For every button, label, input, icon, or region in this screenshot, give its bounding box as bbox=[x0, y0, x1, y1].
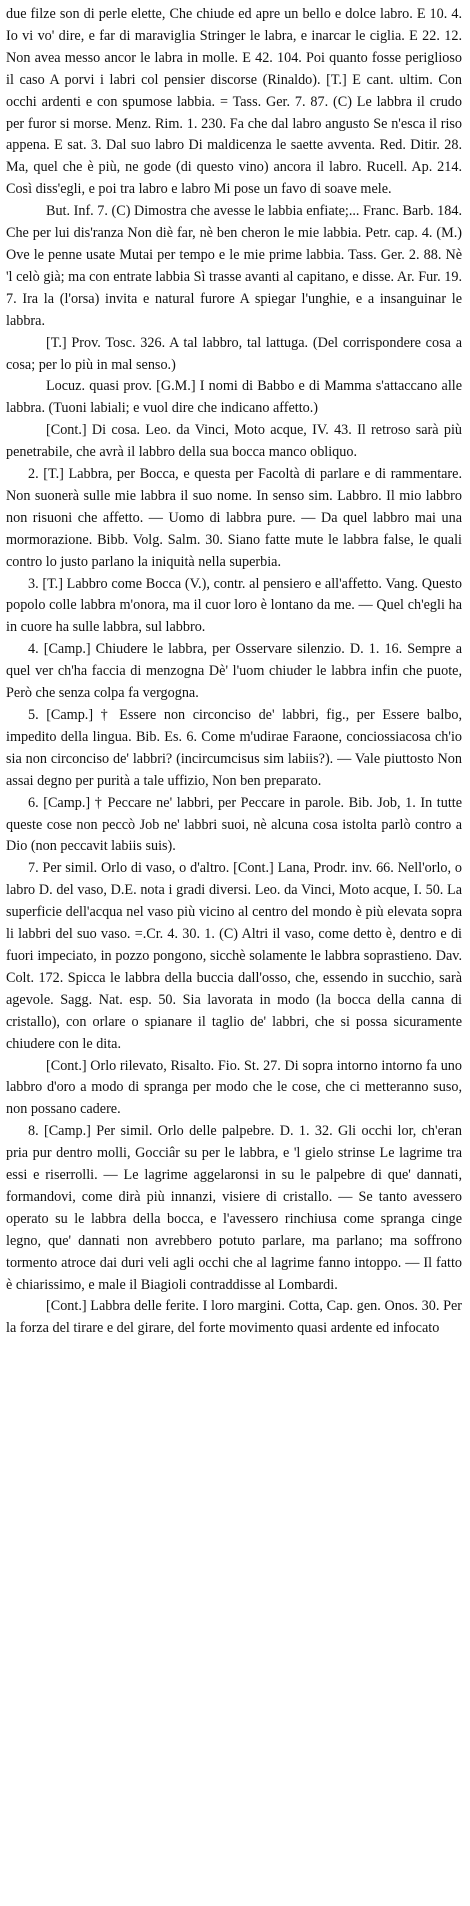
paragraph-text: 6. [Camp.] † Peccare ne' labbri, per Peccare in parole. Bib. Job, 1. In tutte queste cose non peccò Job ne' labbri suoi, nè alcuna cosa istolta parlò contro a Dio (non peccavit labiis suis). bbox=[6, 794, 462, 855]
paragraph-11 bbox=[6, 858, 462, 1055]
paragraph-text: [Cont.] Orlo rilevato, Risalto. Fio. St. 27. Di sopra intorno intorno fa uno labbro d'oro a modo di spranga per modo che le cose, che ci metteranno suso, non possano cadere. bbox=[6, 1057, 462, 1118]
paragraph-text: [T.] Prov. Tosc. 326. A tal labbro, tal lattuga. (Del corrispondere cosa a cosa; per lo più in mal senso.) bbox=[6, 334, 462, 373]
paragraph-text: But. Inf. 7. (C) Dimostra che avesse le labbia enfiate;... Franc. Barb. 184. Che per lui dis'ranza Non diè far, nè ben cheron le mie labbia. Petr. cap. 4. (M.) Ove le penne usate Mutai per tempo e le mie prime labbia. Tass. Ger. 2. 88. Nè 'l celò già; ma con entrate labbia Sì trasse avanti al capitano, e disse. Ar. Fur. 19. 7. Ira la (l'orsa) invita e natural furore A spiegar l'unghie, e a insanguinar le labbra. bbox=[6, 203, 462, 329]
paragraph-text: 4. [Camp.] Chiudere le labbra, per Osservare silenzio. D. 1. 16. Sempre a quel ver ch'ha faccia di menzogna Dè' l'uom chiuder le labbra infin che puote, Però che senza colpa fa vergogna. bbox=[6, 641, 462, 702]
paragraph-text: Locuz. quasi prov. [G.M.] I nomi di Babbo e di Mamma s'attaccano alle labbra. (Tuoni labiali; e vuol dire che indicano affetto.) bbox=[6, 378, 462, 417]
paragraph-text: 2. [T.] Labbra, per Bocca, e questa per Facoltà di parlare e di rammentare. Non suonerà sulle mie labbra il suo nome. In senso sim. Labbro. Il mio labbro non risuoni che affetto. — Uomo di labbra pure. — Da quel labbro mai una mormorazione. Bibb. Volg. Salm. 30. Siano fatte mute le labbra false, le quali contro lo justo parlano la iniquità nella superbia. bbox=[6, 466, 462, 570]
paragraph-text: 5. [Camp.] † Essere non circonciso de' labbri, fig., per Essere balbo, impedito della lingua. Bib. Es. 6. Come m'udirae Faraone, conciossiacosa ch'io sia non circonciso de' labbri? (incircumcisus sim labiis?). — Vale piuttosto Non assai degno per purità a tale uffizio, Non ben preparato. bbox=[6, 707, 462, 789]
paragraph-text: [Cont.] Labbra delle ferite. I loro margini. Cotta, Cap. gen. Onos. 30. Per la forza del tirare e del girare, del forte movimento quasi ardente ed infocato bbox=[6, 1298, 462, 1337]
paragraph-13 bbox=[6, 1121, 462, 1296]
paragraph-1 bbox=[6, 4, 462, 201]
paragraph-text: [Cont.] Di cosa. Leo. da Vinci, Moto acque, IV. 43. Il retroso sarà più penetrabile, che avrà il labbro della sua bocca manco obliquo. bbox=[6, 422, 462, 461]
paragraph-text: 8. [Camp.] Per simil. Orlo delle palpebre. D. 1. 32. Gli occhi lor, ch'eran pria pur dentro molli, Gocciâr su per le labbra, e 'l gielo strinse Le lagrime tra essi e riserrolli. — Le lagrime aggelaronsi in su le palpebre di que' dannati, formandovi, come dirà più innanzi, visiere di cristallo. — Se tanto avessero operato su le labbra della bocca, e l'avessero rinchiusa come spranga cinge legno, que' dannati non avrebbero potuto parlare, ma parlano; ma soffrono tormento atroce dai duri veli agli occhi che al lagrime fanno intoppo. — Il fatto è chiarissimo, e male il Biagioli contraddisse al Lombardi. bbox=[6, 1123, 462, 1293]
paragraph-6 bbox=[6, 464, 462, 574]
paragraph-4 bbox=[6, 376, 462, 420]
paragraph-7 bbox=[6, 574, 462, 640]
paragraph-2 bbox=[6, 201, 462, 332]
paragraph-5 bbox=[6, 420, 462, 464]
paragraph-14 bbox=[6, 1296, 462, 1340]
paragraph-text: due filze son di perle elette, Che chiude ed apre un bello e dolce labro. E 10. 4. Io vi vo' dire, e far di maraviglia Stringer le labra, e inarcar le ciglia. E 22. 12. Non avea messo ancor le labra in molle. E 42. 104. Poi quanto fosse periglioso il caso A porvi i labri col pensier discorse (Rinaldo). [T.] E cant. ultim. Con occhi ardenti e con spumose labbia. = Tass. Ger. 7. 87. (C) Le labbra il crudo per furor si morse. Menz. Rim. 1. 230. Fa che dal labro angusto Se n'esca il riso appena. E sat. 3. Dal suo labro Di maldicenza le saette avventa. Red. Ditir. 28. Ma, quel che è più, ne gode (di questo vino) ancora il labro. Rucell. Ap. 214. Così diss'egli, e poi tra labro e labro Mi pose un favo di soave mele. bbox=[6, 6, 462, 198]
paragraph-text: 3. [T.] Labbro come Bocca (V.), contr. al pensiero e all'affetto. Vang. Questo popolo colle labbra m'onora, ma il cuor loro è lontano da me. — Quel ch'egli ha in cuore ha sulle labbra, sul labbro. bbox=[6, 575, 462, 636]
paragraph-12 bbox=[6, 1056, 462, 1122]
paragraph-3 bbox=[6, 333, 462, 377]
paragraph-8 bbox=[6, 639, 462, 705]
paragraph-text: 7. Per simil. Orlo di vaso, o d'altro. [Cont.] Lana, Prodr. inv. 66. Nell'orlo, o labro D. del vaso, D.E. nota i gradi diversi. Leo. da Vinci, Moto acque, I. 50. La superficie dell'acqua nel vaso più vicino al centro del mondo è più elevata sopra li labbri del suo vaso. =.Cr. 4. 30. 1. (C) Altri il vaso, come detto è, dentro e di fuori impeciato, in pozzo pongono, sicchè solamente le labbra soprastieno. Dav. Colt. 172. Spicca le labbra della buccia dall'osso, che, essendo in succhio, sarà agevole. Sagg. Nat. esp. 50. Sia lavorata in modo (la bocca della canna di cristallo), con orlare o spianare il taglio de' labbri, che si possa sicuramente chiudere con le dita. bbox=[6, 860, 462, 1052]
paragraph-10 bbox=[6, 793, 462, 859]
paragraph-9 bbox=[6, 705, 462, 793]
